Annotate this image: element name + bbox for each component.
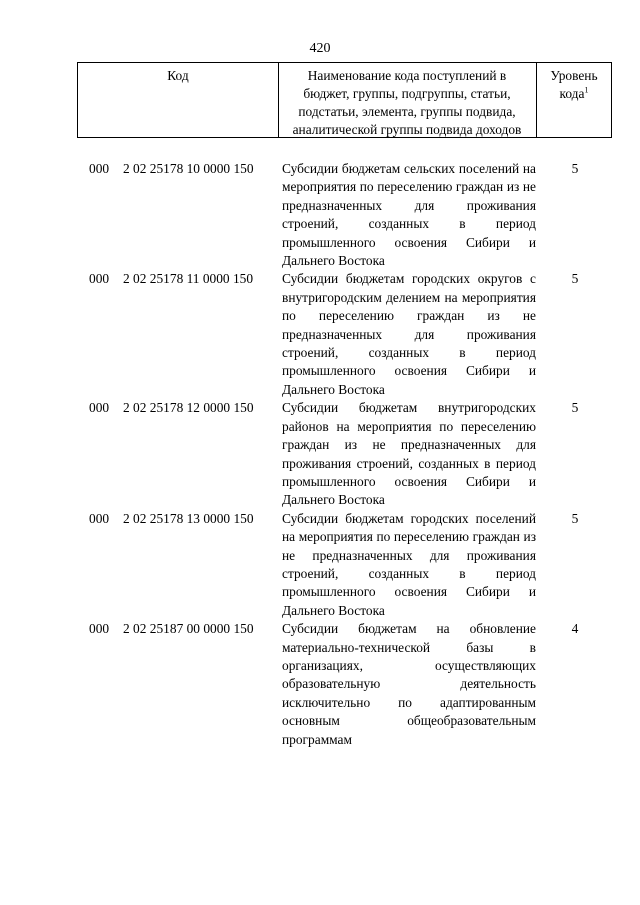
header-level-line [536, 85, 612, 103]
revenue-code: 2 02 25178 12 0000 150 [123, 400, 254, 416]
code-description: Субсидии бюджетам сельских поселений на мероприятия по переселению граждан из не предназначенных для проживания строений, созданных в период промышленного освоения Сибири и Дальнего Востока [282, 161, 536, 269]
header-code [78, 63, 279, 137]
revenue-code: 2 02 25178 13 0000 150 [123, 510, 254, 526]
code-prefix: 000 [89, 400, 110, 416]
table-row [0, 510, 640, 620]
table-row [0, 399, 640, 509]
code-description: Субсидии бюджетам городских округов с внутригородским делением на мероприятия по переселению граждан из не предназначенных для проживания строений, созданных в период промышленного освоения Сибири и Дальнего Востока [282, 271, 536, 397]
table-body [0, 160, 640, 749]
header-level-line: Уровень [550, 68, 598, 83]
code-description: Субсидии бюджетам на обновление материально-технической базы в организациях, осуществляющих образовательную деятельность исключительно по адаптированным основным общеобразовательным программам [282, 621, 536, 747]
revenue-code: 2 02 25178 10 0000 150 [123, 161, 254, 176]
code-prefix: 000 [89, 621, 110, 637]
revenue-code: 2 02 25178 11 0000 150 [123, 271, 254, 287]
header-name-line: аналитической группы подвида доходов [292, 122, 522, 137]
page-number: 420 [309, 41, 331, 56]
code-description: Субсидии бюджетам внутригородских районов на мероприятия по переселению граждан из не предназначенных для проживания строений, созданных в период промышленного освоения Сибири и Дальнего Востока [282, 400, 536, 508]
code-level: 5 [571, 271, 579, 287]
header-name [278, 63, 537, 137]
code-description: Субсидии бюджетам городских поселений на мероприятия по переселению граждан из не предназначенных для проживания строений, созданных в период промышленного освоения Сибири и Дальнего Востока [282, 510, 536, 618]
revenue-code: 2 02 25187 00 0000 150 [123, 621, 254, 637]
header-name-line: подстатьи, элемента, группы подвида, [298, 104, 516, 119]
table-row [0, 620, 640, 749]
header-level [536, 63, 612, 137]
code-level: 5 [571, 510, 579, 526]
header-code-label: Код [167, 68, 189, 83]
code-prefix: 000 [89, 271, 110, 287]
code-level: 5 [571, 400, 579, 416]
footnote-marker: 1 [584, 85, 589, 95]
code-level: 5 [571, 161, 579, 176]
table-row [0, 270, 640, 399]
table-row [0, 160, 640, 270]
header-level-word: кода [559, 86, 585, 101]
header-name-line: Наименование кода поступлений в [307, 68, 507, 83]
code-prefix: 000 [89, 161, 110, 176]
code-prefix: 000 [89, 510, 110, 526]
table-header [77, 62, 612, 138]
code-level: 4 [571, 621, 579, 637]
header-name-line: бюджет, группы, подгруппы, статьи, [303, 86, 511, 101]
